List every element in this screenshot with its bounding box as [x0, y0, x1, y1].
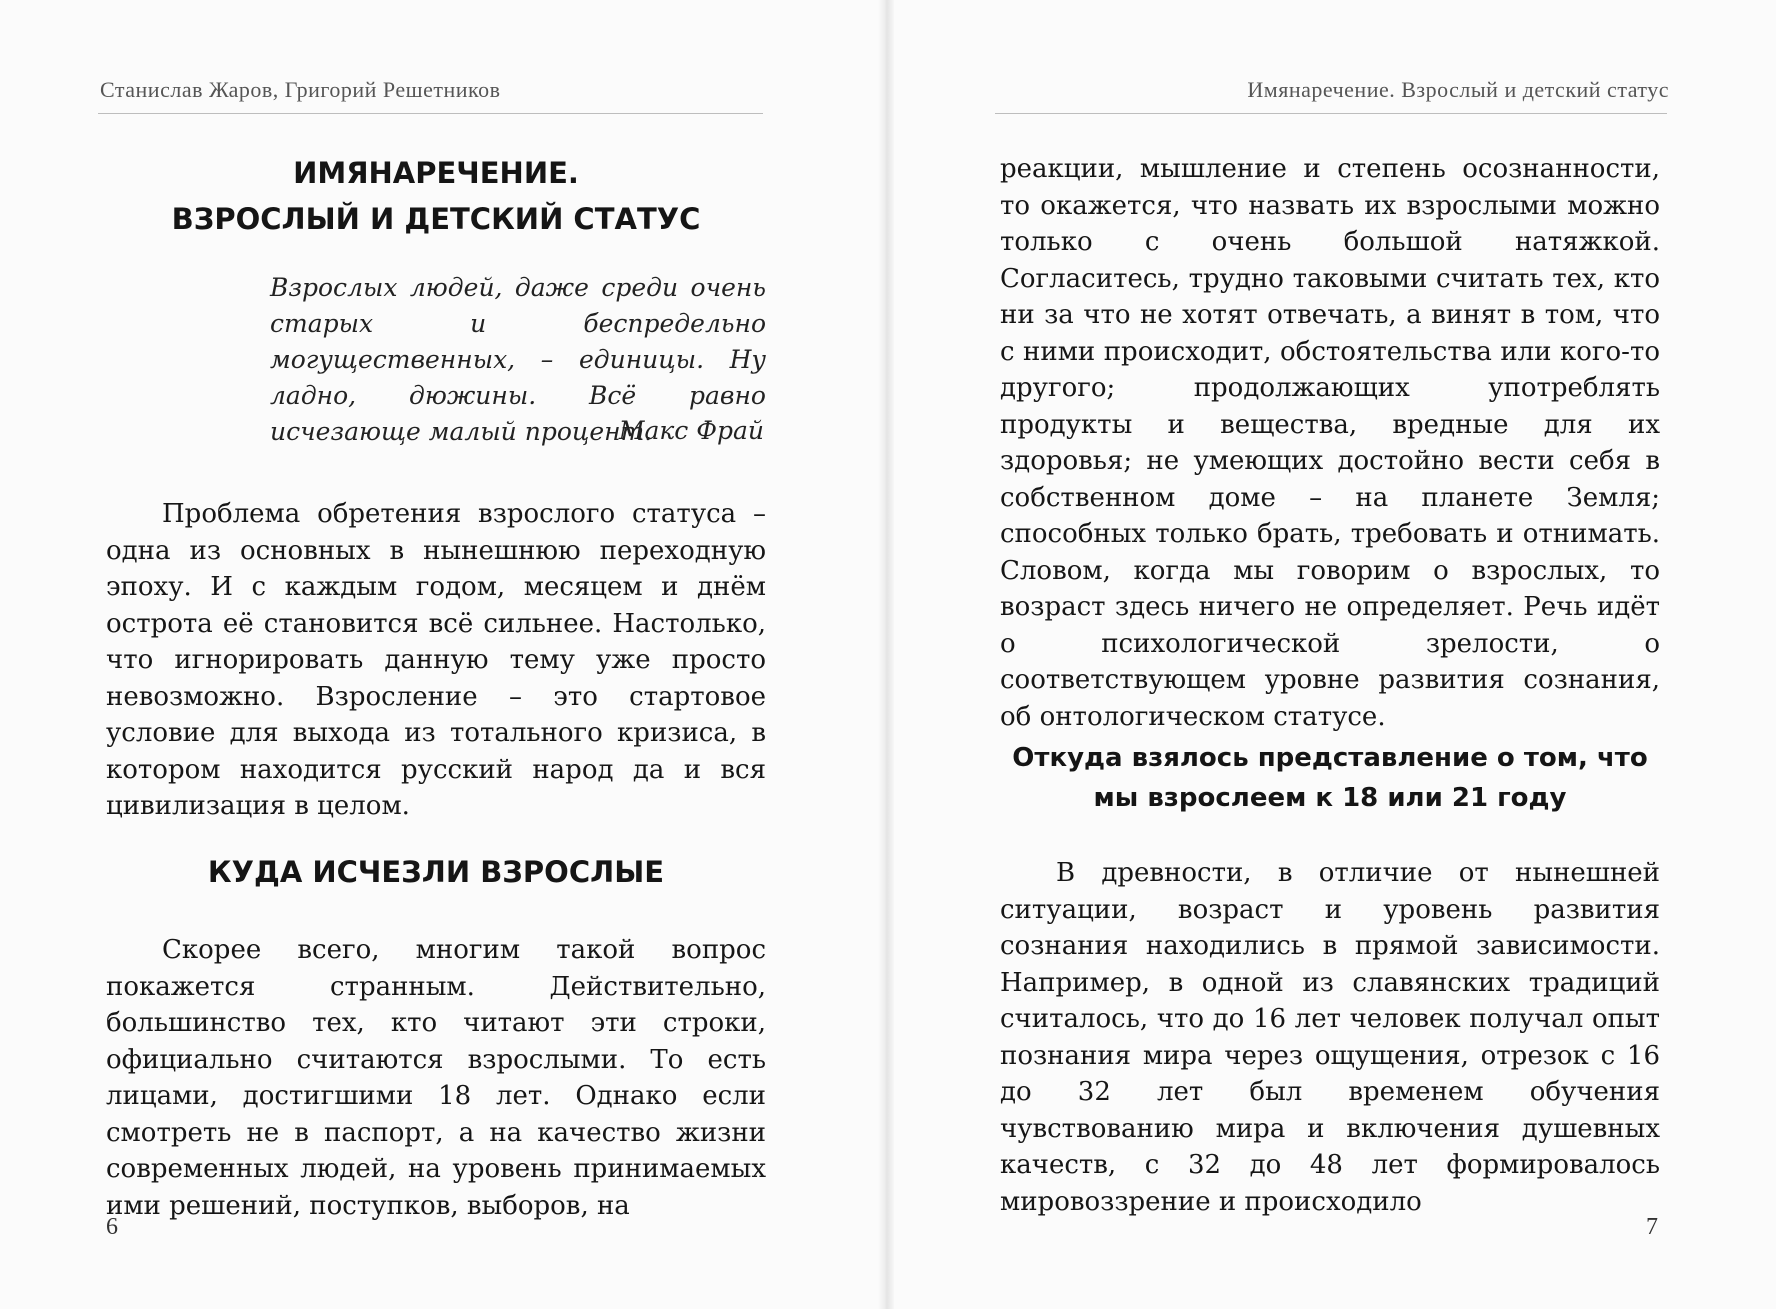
left-running-head: Станислав Жаров, Григорий Решетников [100, 77, 501, 102]
epigraph-author: Макс Фрай [618, 416, 764, 445]
left-paragraph-1: Проблема обретения взрослого статуса – одна из основных в нынешнюю переходную эпоху. И с каждым годом, месяцем и днём острота её становится всё сильнее. Настолько, что игнорировать данную тему уже просто невозможно. Взросление – это стартовое условие для выхода из тотального кризиса, в котором находится русский народ да и вся цивилизация в целом. [106, 499, 766, 821]
chapter-title-line-1: ИМЯНАРЕЧЕНИЕ. [293, 156, 579, 190]
epigraph-text: Взрослых людей, даже среди очень старых и беспредельно могущественных, – единицы. Ну ладно, дюжины. Всё равно исчезающе малый процент. [270, 273, 766, 446]
subsection-heading-line-2: мы взрослеем к 18 или 21 году [1093, 783, 1567, 813]
right-page-number: 7 [1646, 1214, 1658, 1240]
right-running-head: Имянаречение. Взрослый и детский статус [1247, 77, 1669, 102]
left-page [0, 0, 885, 1309]
chapter-title-line-2: ВЗРОСЛЫЙ И ДЕТСКИЙ СТАТУС [171, 202, 701, 236]
book-gutter [878, 0, 894, 1309]
chapter-title [106, 150, 766, 242]
right-paragraph-2: В древности, в отличие от нынешней ситуации, возраст и уровень развития сознания находились в прямой зависимости. Например, в одной из славянских традиций считалось, что до 16 лет человек получал опыт познания мира через ощущения, отрезок с 16 до 32 лет был временем обучения чувствованию мира и включения душевных качеств, с 32 до 48 лет формировалось мировоззрение и происходило [1000, 858, 1660, 1217]
left-paragraph-1-block [106, 496, 766, 825]
section-heading: КУДА ИСЧЕЗЛИ ВЗРОСЛЫЕ [207, 855, 665, 889]
left-header-rule [98, 113, 763, 114]
right-header-rule [995, 113, 1667, 114]
left-paragraph-2: Скорее всего, многим такой вопрос покажется странным. Действительно, большинство тех, кто читают эти строки, официально считаются взрослыми. То есть лицами, достигшими 18 лет. Однако если смотреть не в паспорт, а на качество жизни современных людей, на уровень принимаемых ими решений, поступков, выборов, на [106, 935, 766, 1221]
left-page-number: 6 [106, 1214, 118, 1240]
right-page [885, 0, 1776, 1309]
right-paragraph-2-block [1000, 855, 1660, 1220]
right-paragraph-1-block [1000, 151, 1660, 735]
subsection-heading [1000, 738, 1660, 818]
subsection-heading-line-1: Откуда взялось представление о том, что [1012, 743, 1648, 773]
left-paragraph-2-block [106, 932, 766, 1224]
right-paragraph-1: реакции, мышление и степень осознанности, то окажется, что назвать их взрослыми можно только с очень большой натяжкой. Согласитесь, трудно таковыми считать тех, кто ни за что не хотят отвечать, а винят в том, что с ними происходит, обстоятельства или кого-то другого; продолжающих употреблять продукты и вещества, вредные для их здоровья; не умеющих достойно вести себя в собственном доме – на планете Земля; способных только брать, требовать и отнимать. Словом, когда мы говорим о взрослых, то возраст здесь ничего не определяет. Речь идёт о психологической зрелости, о соответствующем уровне развития сознания, об онтологическом статусе. [1000, 154, 1660, 732]
